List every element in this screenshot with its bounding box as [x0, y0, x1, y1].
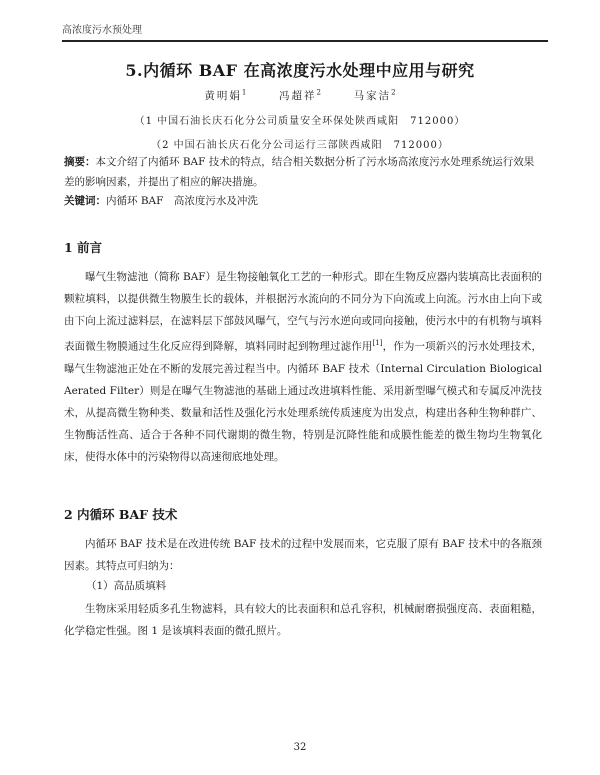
affiliation-1: （1 中国石油长庆石化分公司质量安全环保处陕西咸阳 712000）	[134, 116, 466, 127]
author-name: 马家洁	[353, 90, 392, 102]
running-header: 高浓度污水预处理	[62, 24, 548, 42]
section-heading: 2 内循环 BAF 技术	[64, 507, 178, 522]
author-list	[0, 88, 600, 103]
keywords-text: 内循环 BAF 高浓度污水及冲洗	[106, 195, 258, 207]
author-mark: 2	[316, 88, 321, 97]
paragraph-text: 曝气生物滤池（简称 BAF）是生物接触氧化工艺的一种形式。即在生物反应器内装填高比表面积的颗粒填料，以提供微生物膜生长的载体，并根据污水流向的不同分为下向流或上向流。污水由上向下或由下向上流过滤料层，在滤料层下部鼓风曝气，空气与污水逆向或同向接触，使污水中的有机物与填料表面微生物膜通过生化反应得到降解，填料同时起到物理过滤作用	[64, 271, 542, 353]
paper-title: 5.内循环 BAF 在高浓度污水处理中应用与研究	[125, 61, 475, 80]
page-number: 32	[293, 742, 307, 753]
citation: [1]	[372, 339, 383, 347]
author-mark: 2	[391, 88, 396, 97]
abstract-label: 摘要：	[64, 156, 96, 168]
section-paragraph	[64, 266, 542, 468]
section-paragraph: 内循环 BAF 技术是在改进传统 BAF 技术的过程中发展而来，它克服了原有 BAF 技术中的各瓶颈因素。其特点可归纳为：	[64, 538, 542, 572]
paragraph-text-cont: ，作为一项新兴的污水处理技术，曝气生物滤池正处在不断的发展完善过程当中。内循环 BAF 技术（Internal Circulation Biological Aerated Filter）则是在曝气生物滤池的基础上通过改进填料性能、采用新型曝气模式和专属反冲洗技术，从提高微生物种类、数量和活性及强化污水处理系统传质速度为出发点，构建出各种生物种群广、生物酶活性高、适合于各种不同代谢期的微生物，特别是沉降性能和成膜性能差的微生物均生物氧化床，使得水体中的污染物得以高速彻底地处理。	[64, 340, 543, 463]
subheading: （1）高品质填料	[86, 580, 167, 592]
section-heading: 1 前言	[64, 240, 103, 255]
keywords	[64, 192, 542, 212]
author-name: 冯超祥	[279, 90, 317, 102]
affiliation-2: （2 中国石油长庆石化分公司运行三部陕西咸阳 712000）	[151, 140, 449, 151]
author-name: 黄明娟	[204, 90, 242, 102]
keywords-label: 关键词：	[64, 195, 106, 207]
author-mark: 1	[241, 88, 247, 97]
section-paragraph: 生物床采用轻质多孔生物滤料，具有较大的比表面积和总孔容积，机械耐磨损强度高、表面粗糙，化学稳定性强。图 1 是该填料表面的微孔照片。	[64, 603, 542, 637]
abstract	[64, 153, 542, 192]
abstract-text: 本文介绍了内循环 BAF 技术的特点，结合相关数据分析了污水场高浓度污水处理系统运行效果差的影响因素，并提出了相应的解决措施。	[64, 156, 535, 188]
